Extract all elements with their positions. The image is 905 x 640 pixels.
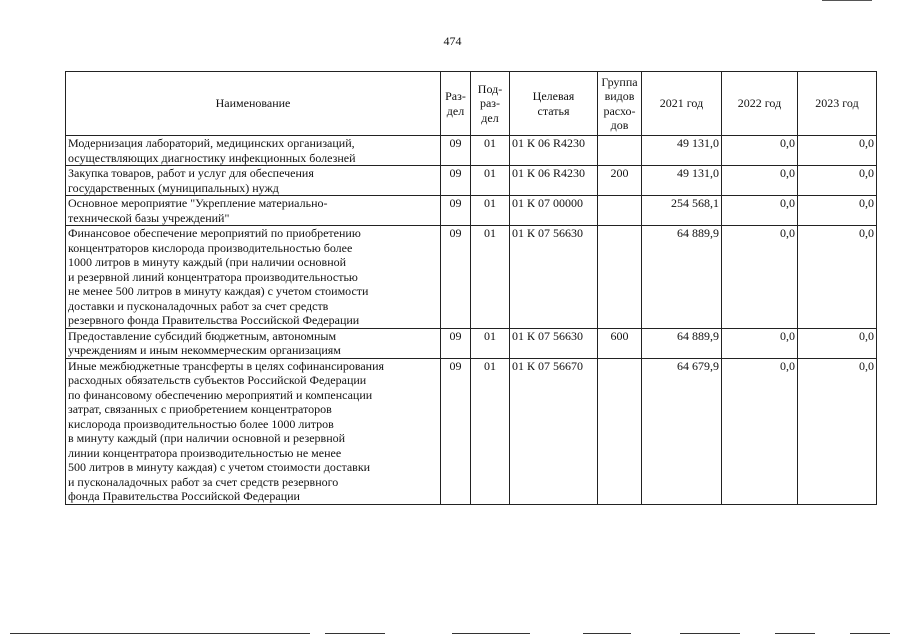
row-2023: 0,0 [798,166,877,196]
row-target-item: 01 К 06 R4230 [510,166,598,196]
table-row [66,166,877,196]
row-section: 09 [441,166,471,196]
row-2021: 64 889,9 [642,226,722,329]
row-target-item: 01 К 07 00000 [510,196,598,226]
top-edge-rule [822,0,872,1]
row-subsection: 01 [471,328,510,358]
row-expense-group [598,196,642,226]
row-name: Предоставление субсидий бюджетным, автономным учреждениям и иным некоммерческим организациям [66,328,441,358]
row-2021: 49 131,0 [642,166,722,196]
row-2023: 0,0 [798,358,877,504]
header-target-item: Целевая статья [510,72,598,136]
row-2023: 0,0 [798,196,877,226]
header-section: Раз- дел [441,72,471,136]
bottom-rule [775,633,815,634]
row-2021: 64 889,9 [642,328,722,358]
bottom-rule [583,633,631,634]
table-row [66,136,877,166]
row-2022: 0,0 [722,166,798,196]
row-expense-group [598,136,642,166]
row-subsection: 01 [471,358,510,504]
row-2023: 0,0 [798,328,877,358]
row-subsection: 01 [471,196,510,226]
header-name: Наименование [66,72,441,136]
row-name: Финансовое обеспечение мероприятий по приобретению концентраторов кислорода производительностью более 1000 литров в минуту каждый (при наличии основной и резервной линий концентратора производительностью не менее 500 литров в минуту каждая) с учетом стоимости доставки и пусконаладочных работ за счет средств резервного фонда Правительства Российской Федерации [66,226,441,329]
row-2021: 64 679,9 [642,358,722,504]
row-subsection: 01 [471,166,510,196]
row-subsection: 01 [471,136,510,166]
row-expense-group: 200 [598,166,642,196]
row-expense-group [598,358,642,504]
bottom-rule [452,633,530,634]
row-section: 09 [441,358,471,504]
row-name: Закупка товаров, работ и услуг для обеспечения государственных (муниципальных) нужд [66,166,441,196]
table-header-row [66,72,877,136]
row-2023: 0,0 [798,136,877,166]
bottom-rule [325,633,385,634]
row-2023: 0,0 [798,226,877,329]
table-row [66,328,877,358]
bottom-rule [680,633,740,634]
row-2022: 0,0 [722,226,798,329]
bottom-rule [850,633,890,634]
bottom-rule [10,633,310,634]
row-2021: 254 568,1 [642,196,722,226]
row-section: 09 [441,196,471,226]
row-2022: 0,0 [722,358,798,504]
row-name: Иные межбюджетные трансферты в целях софинансирования расходных обязательств субъектов Российской Федерации по финансовому обеспечению мероприятий и компенсации затрат, связанных с приобретением концентраторов кислорода производительностью более 1000 литров в минуту каждый (при наличии основной и резервной линии концентратора производительностью не менее 500 литров в минуту каждая) с учетом стоимости доставки и пусконаладочных работ за счет средств резервного фонда Правительства Российской Федерации [66,358,441,504]
row-name: Основное мероприятие "Укрепление материально- технической базы учреждений" [66,196,441,226]
row-target-item: 01 К 07 56670 [510,358,598,504]
page-number: 474 [443,34,462,48]
row-target-item: 01 К 06 R4230 [510,136,598,166]
table-row [66,196,877,226]
header-expense-group: Группа видов расхо- дов [598,72,642,136]
row-2022: 0,0 [722,328,798,358]
budget-table [65,71,877,505]
header-2022: 2022 год [722,72,798,136]
row-section: 09 [441,226,471,329]
table-row [66,226,877,329]
header-2021: 2021 год [642,72,722,136]
header-subsection: Под- раз- дел [471,72,510,136]
header-2023: 2023 год [798,72,877,136]
row-target-item: 01 К 07 56630 [510,226,598,329]
row-section: 09 [441,328,471,358]
row-2022: 0,0 [722,136,798,166]
row-name: Модернизация лабораторий, медицинских организаций, осуществляющих диагностику инфекционных болезней [66,136,441,166]
table-row [66,358,877,504]
row-2021: 49 131,0 [642,136,722,166]
row-expense-group: 600 [598,328,642,358]
row-subsection: 01 [471,226,510,329]
row-section: 09 [441,136,471,166]
row-expense-group [598,226,642,329]
row-2022: 0,0 [722,196,798,226]
row-target-item: 01 К 07 56630 [510,328,598,358]
